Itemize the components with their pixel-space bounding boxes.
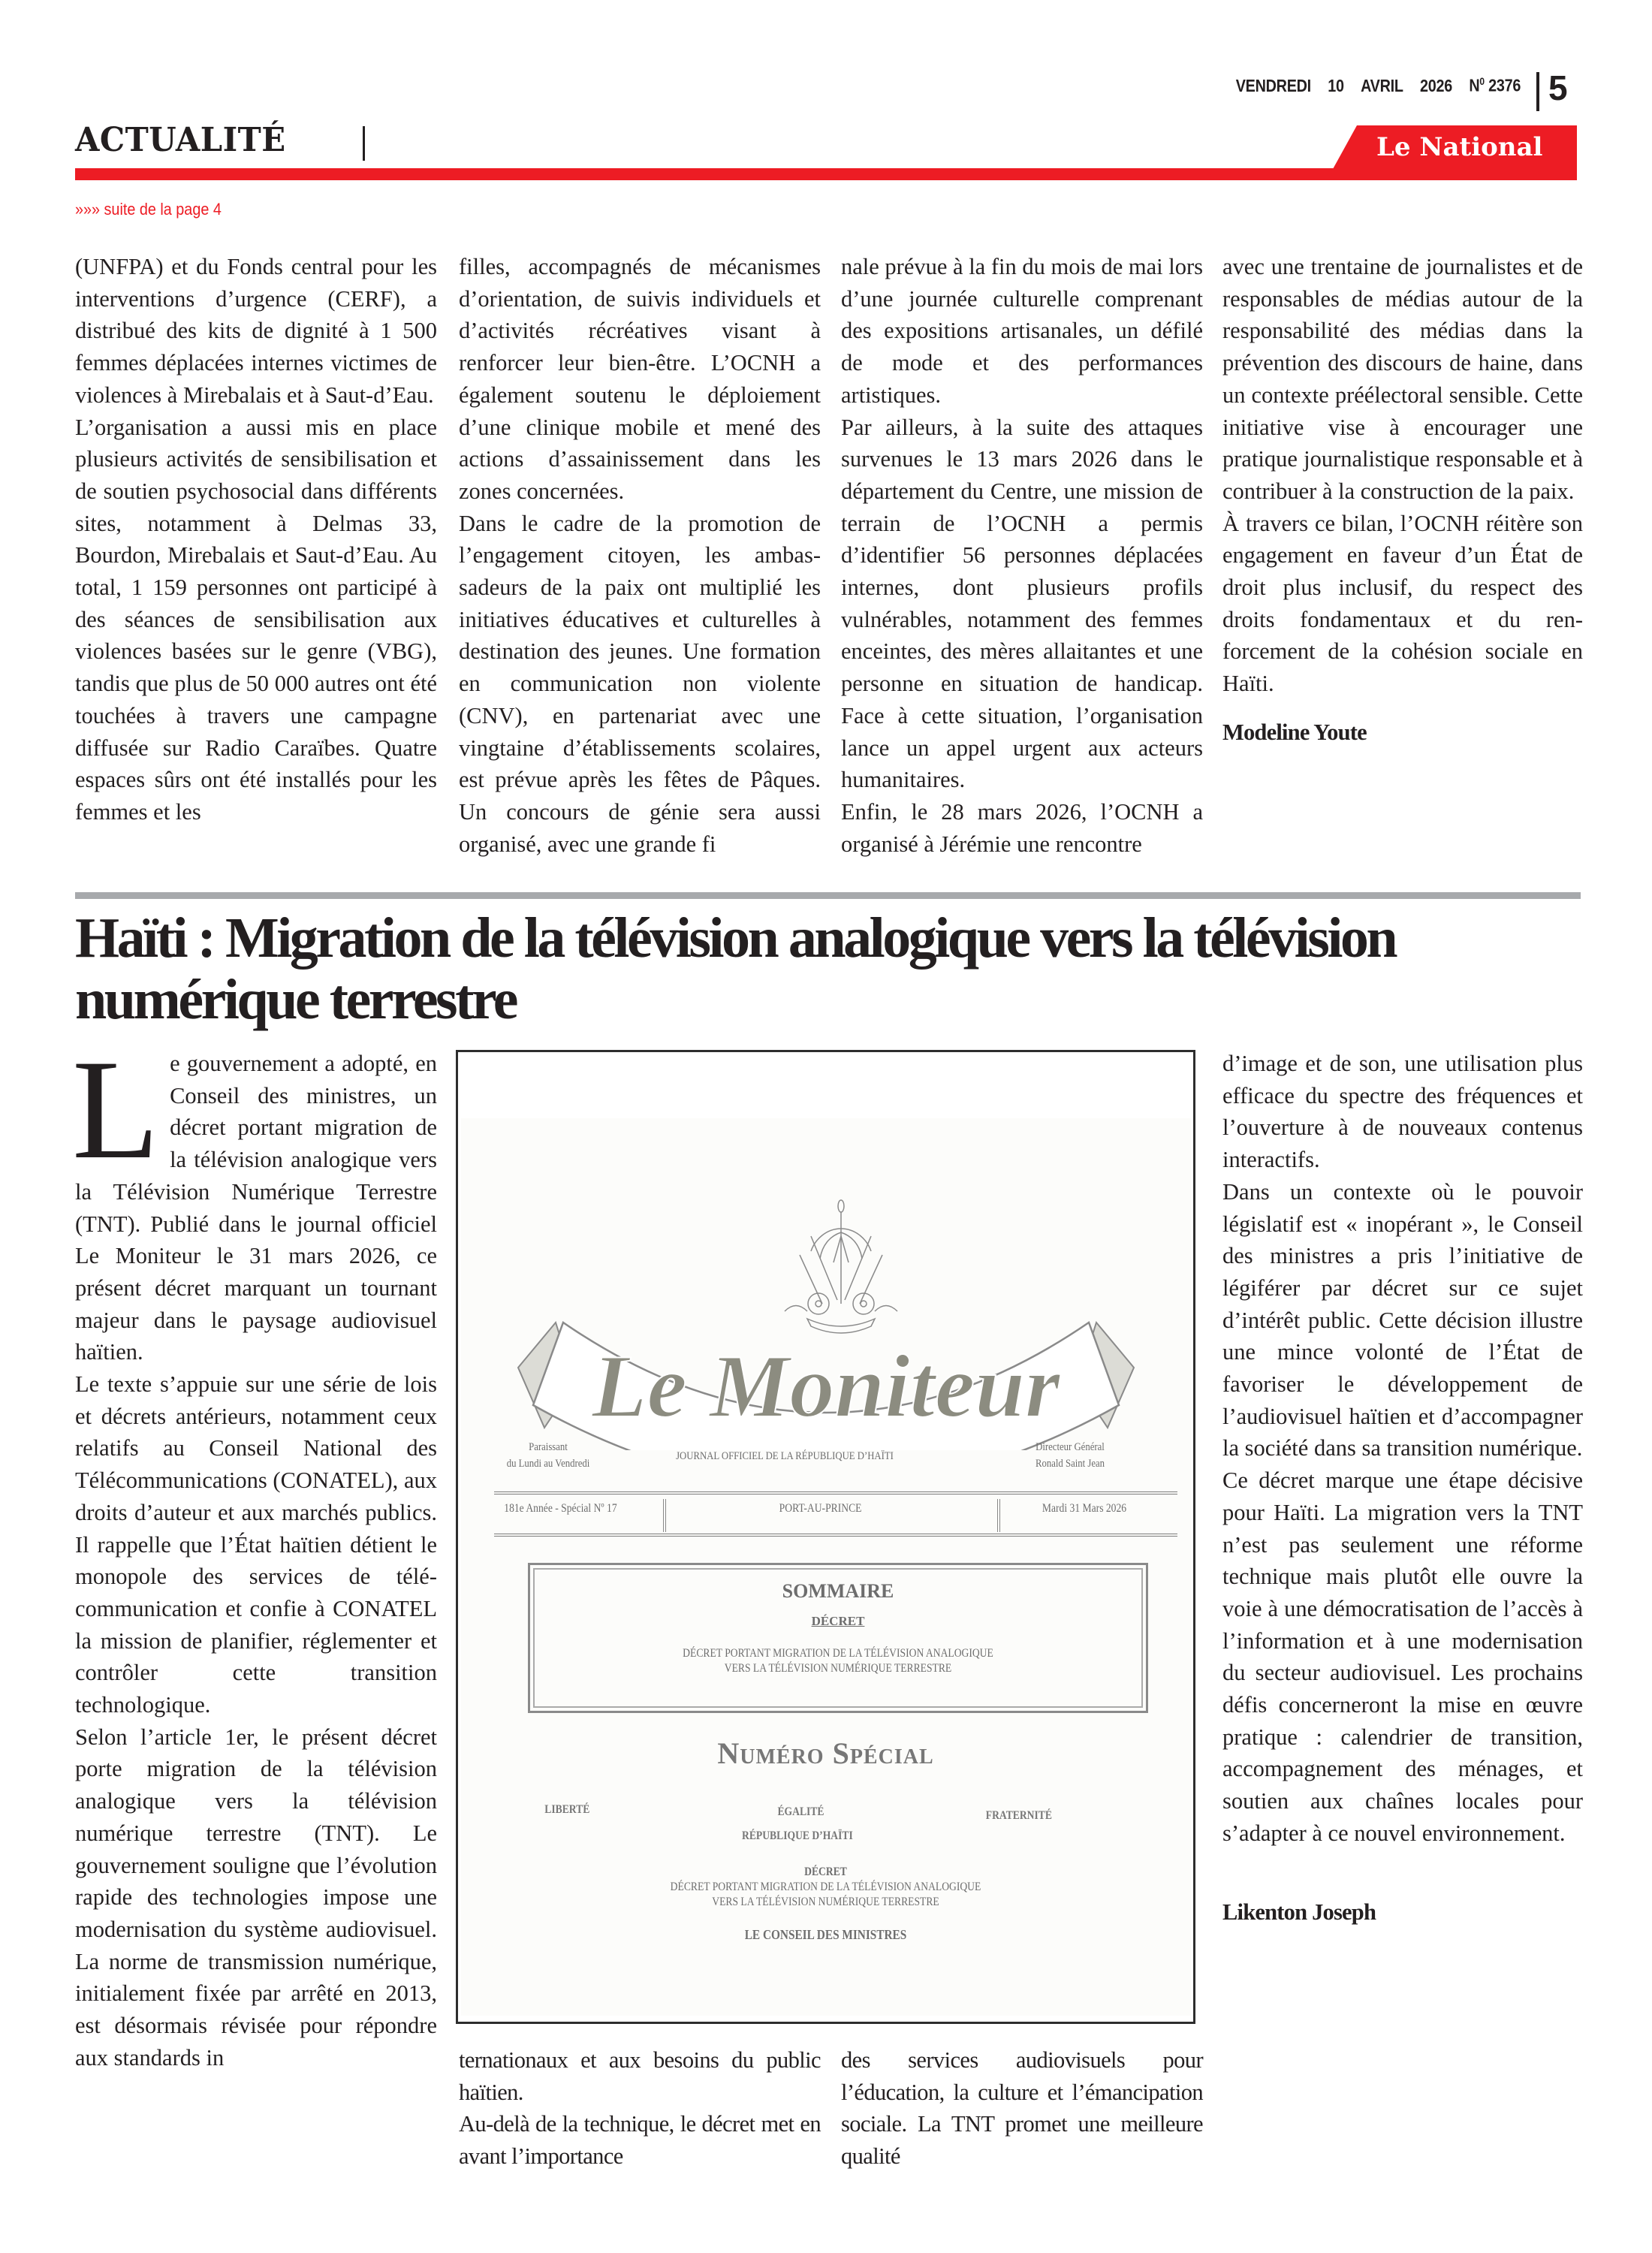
paragraph: nale prévue à la fin du mois de mai lors d’une journée culturelle comprenant des expositions artisanales, un défilé de mode et des performances artistiques. [841, 254, 1203, 408]
motto-egalite: ÉGALITÉ [777, 1805, 824, 1818]
issue-year: 2026 [1419, 75, 1452, 95]
cover-info-strip [494, 1491, 1177, 1537]
header-red-rule [75, 168, 1577, 180]
paragraph: Enfin, le 28 mars 2026, l’OCNH a organisé à Jérémie une rencontre [841, 798, 1203, 857]
paragraph: Ce décret marque une étape décisive pour Haïti. La migration vers la TNT n’est pas seulement une réforme technique mais plutôt elle ouvre la voie à une démocratisation de l’accès à l’information et à une modernisation du secteur audiovisuel. Les prochains défis concerneront la mise en œuvre pratique : calendrier de transition, accompagnement des ménages, et soutien aux chaînes locales pour s’adapter à ce nouvel environnement. [1222, 1467, 1583, 1846]
strip-divider [997, 1499, 1000, 1532]
summary-heading: SOMMAIRE [782, 1580, 894, 1602]
paragraph: Le gouvernement a adopté, en Conseil des ministres, un décret portant migration de la télévision analogique vers la Télévision Numérique Terrestre (TNT). Publié dans le journal officiel Le Moniteur le 31 mars 2026, ce présent décret marquant un tournant majeur dans le paysage audiovisuel haïtien. [72, 1031, 437, 1365]
special-issue-title: Numéro Spécial [717, 1736, 934, 1770]
paragraph: (UNFPA) et du Fonds central pour les interventions d’urgence (CERF), a distribué des kits de dignité à 1 500 femmes déplacées internes victimes de violences à Mirebalais et à Saut-d’Eau. [75, 254, 437, 408]
cover-summary-box [528, 1563, 1148, 1713]
article1-byline: Modeline Youte [1222, 719, 1367, 745]
summary-decree-label: DÉCRET [811, 1614, 865, 1628]
cover-frequency: Paraissant du Lundi au Vendredi [506, 1441, 590, 1470]
paragraph: d’image et de son, une utilisation plus efficace du spectre des fréquences et l’ouverture à de nouveaux contenus interactifs. [1222, 1051, 1583, 1173]
cover-subtitle: JOURNAL OFFICIEL DE LA RÉPUBLIQUE D’HAÏTI [676, 1450, 894, 1462]
article2-headline: Haïti : Migration de la télévision analogique vers la télévision numérique terrestre [75, 906, 1396, 1031]
paragraph: Au-delà de la technique, le décret met en avant l’importance [459, 2111, 821, 2170]
publication-name: Le National [1376, 132, 1543, 162]
cover-decree-title-2: VERS LA TÉLÉVISION NUMÉRIQUE TERRESTRE [712, 1896, 939, 1908]
article2-column-4 [1222, 1048, 1583, 1928]
paragraph: Dans un contexte où le pouvoir législatif est « inopérant », le Conseil des ministres a pris l’initiative de légiférer par décret sur ce sujet d’intérêt public. Cette décision illustre une mince volonté de l’État de favoriser le développement de l’audiovisuel haïtien et d’accompagner la société dans sa transition numérique. [1222, 1178, 1583, 1461]
paragraph: des services audiovisuels pour l’éducation, la culture et l’émancipation sociale. La TNT promet une meilleure qualité [841, 2047, 1203, 2170]
paragraph: ternationaux et aux besoins du public haïtien. [459, 2047, 821, 2105]
summary-decree-title-2: VERS LA TÉLÉVISION NUMÉRIQUE TERRESTRE [724, 1662, 952, 1675]
cover-council: LE CONSEIL DES MINISTRES [744, 1927, 907, 1942]
article2-byline: Likenton Joseph [1222, 1899, 1376, 1925]
article1-column-4 [1222, 251, 1583, 749]
issue-day: VENDREDI [1235, 75, 1311, 95]
issue-dateline [1236, 75, 1521, 96]
page-number-divider [1536, 72, 1539, 111]
article2-column-2 [459, 2044, 821, 2173]
paragraph: Par ailleurs, à la suite des attaques survenues le 13 mars 2026 dans le département du Centre, une mission de terrain de l’OCNH a permis d’identifier 56 personnes déplacées internes, dont plusieurs profils vulnérables, notamment des femmes enceintes, des mères allaitantes et une personne en situation de handicap. Face à cette situation, l’organisation lance un appel urgent aux acteurs humanitaires. [841, 414, 1203, 793]
drop-cap: L [72, 1031, 160, 1189]
page-number: 5 [1548, 68, 1568, 107]
paragraph: Le texte s’appuie sur une série de lois et décrets antérieurs, notamment ceux relatifs au Conseil National des Télécommunications (CONATEL), aux droits d’auteur et aux marchés publics. Il rappelle que l’État haïtien détient le monopole des services de télécommunication et confie à CONATEL la mission de planifier, réglementer et contrôler cette transition technologique. [75, 1371, 437, 1718]
continued-from-label: »»» suite de la page 4 [75, 200, 222, 219]
article1-column-3 [841, 251, 1203, 860]
paragraph: avec une trentaine de journalistes et de responsables de médias autour de la responsabilité des médias dans la prévention des discours de haine, dans un contexte préélectoral sensible. Cette initiative vise à encourager une pratique journalistique responsable et à contribuer à la construction de la paix. [1222, 254, 1583, 504]
cover-republic: RÉPUBLIQUE D’HAÏTI [742, 1829, 853, 1842]
paragraph: Dans le cadre de la promotion de l’engagement citoyen, les ambassadeurs de la paix ont multiplié les initiatives éducatives et culturelles à destination des jeunes. Une formation en communication non violente (CNV), en partenariat avec une vingtaine d’établissements scolaires, est prévue après les fêtes de Pâques. Un concours de génie sera aussi organisé, avec une grande fi [459, 510, 821, 857]
motto-fraternite: FRATERNITÉ [985, 1809, 1052, 1822]
article2-column-3 [841, 2044, 1203, 2173]
svg-text:Le Moniteur: Le Moniteur [592, 1336, 1060, 1436]
issue-date: 10 [1328, 75, 1344, 95]
paragraph: L’organisation a aussi mis en place plusieurs activités de sensibilisation et de soutien psychosocial dans différents sites, notamment à Delmas 33, Bourdon, Mirebalais et Saut-d’Eau. Au total, 1 159 personnes ont participé à des séances de sensibilisation aux violences basées sur le genre (VBG), tandis que plus de 50 000 autres ont été touchées à travers une campagne diffusée sur Radio Caraïbes. Quatre espaces sûrs ont été installés pour les femmes et les [75, 414, 437, 825]
article1-column-1 [75, 251, 437, 828]
article-divider [75, 892, 1581, 899]
le-moniteur-banner [473, 1255, 1179, 1450]
article2-column-1 [72, 1031, 437, 2074]
summary-decree-title-1: DÉCRET PORTANT MIGRATION DE LA TÉLÉVISION ANALOGIQUE [683, 1647, 993, 1660]
section-title: ACTUALITÉ [75, 121, 286, 159]
issue-month: AVRIL [1361, 75, 1403, 95]
paragraph: À travers ce bilan, l’OCNH réitère son engagement en faveur d’un État de droit plus inclusif, du respect des droits fondamentaux et du renforcement de la cohésion sociale en Haïti. [1222, 510, 1583, 697]
strip-divider [663, 1499, 666, 1532]
paragraph: filles, accompagnés de mécanismes d’orientation, de suivis individuels et d’activités récréatives visant à renforcer leur bien-être. L’OCNH a également soutenu le déploiement d’une clinique mobile et mené des actions d’assainissement dans les zones concernées. [459, 254, 821, 504]
le-moniteur-cover-image [456, 1050, 1195, 2024]
cover-director: Directeur Général Ronald Saint Jean [1035, 1441, 1105, 1470]
cover-date: Mardi 31 Mars 2026 [1042, 1502, 1127, 1515]
section-divider [363, 126, 365, 161]
issue-number: $N^0$ 2376 [1469, 75, 1521, 95]
cover-decree-label: DÉCRET [804, 1865, 847, 1878]
paragraph: Selon l’article 1er, le présent décret porte migration de la télévision analogique vers la télévision numérique terrestre (TNT). Le gouvernement souligne que l’évolution rapide des technologies impose une modernisation du système audiovisuel. La norme de transmission numérique, initialement fixée par arrêté en 2013, est désormais révisée pour répondre aux standards in [75, 1724, 437, 2071]
motto-liberte: LIBERTÉ [544, 1803, 590, 1816]
article1-column-2 [459, 251, 821, 860]
cover-city: PORT-AU-PRINCE [779, 1502, 862, 1515]
cover-decree-title-1: DÉCRET PORTANT MIGRATION DE LA TÉLÉVISION ANALOGIQUE [670, 1881, 981, 1893]
cover-edition: 181e Année - Spécial Nº 17 [504, 1502, 617, 1515]
